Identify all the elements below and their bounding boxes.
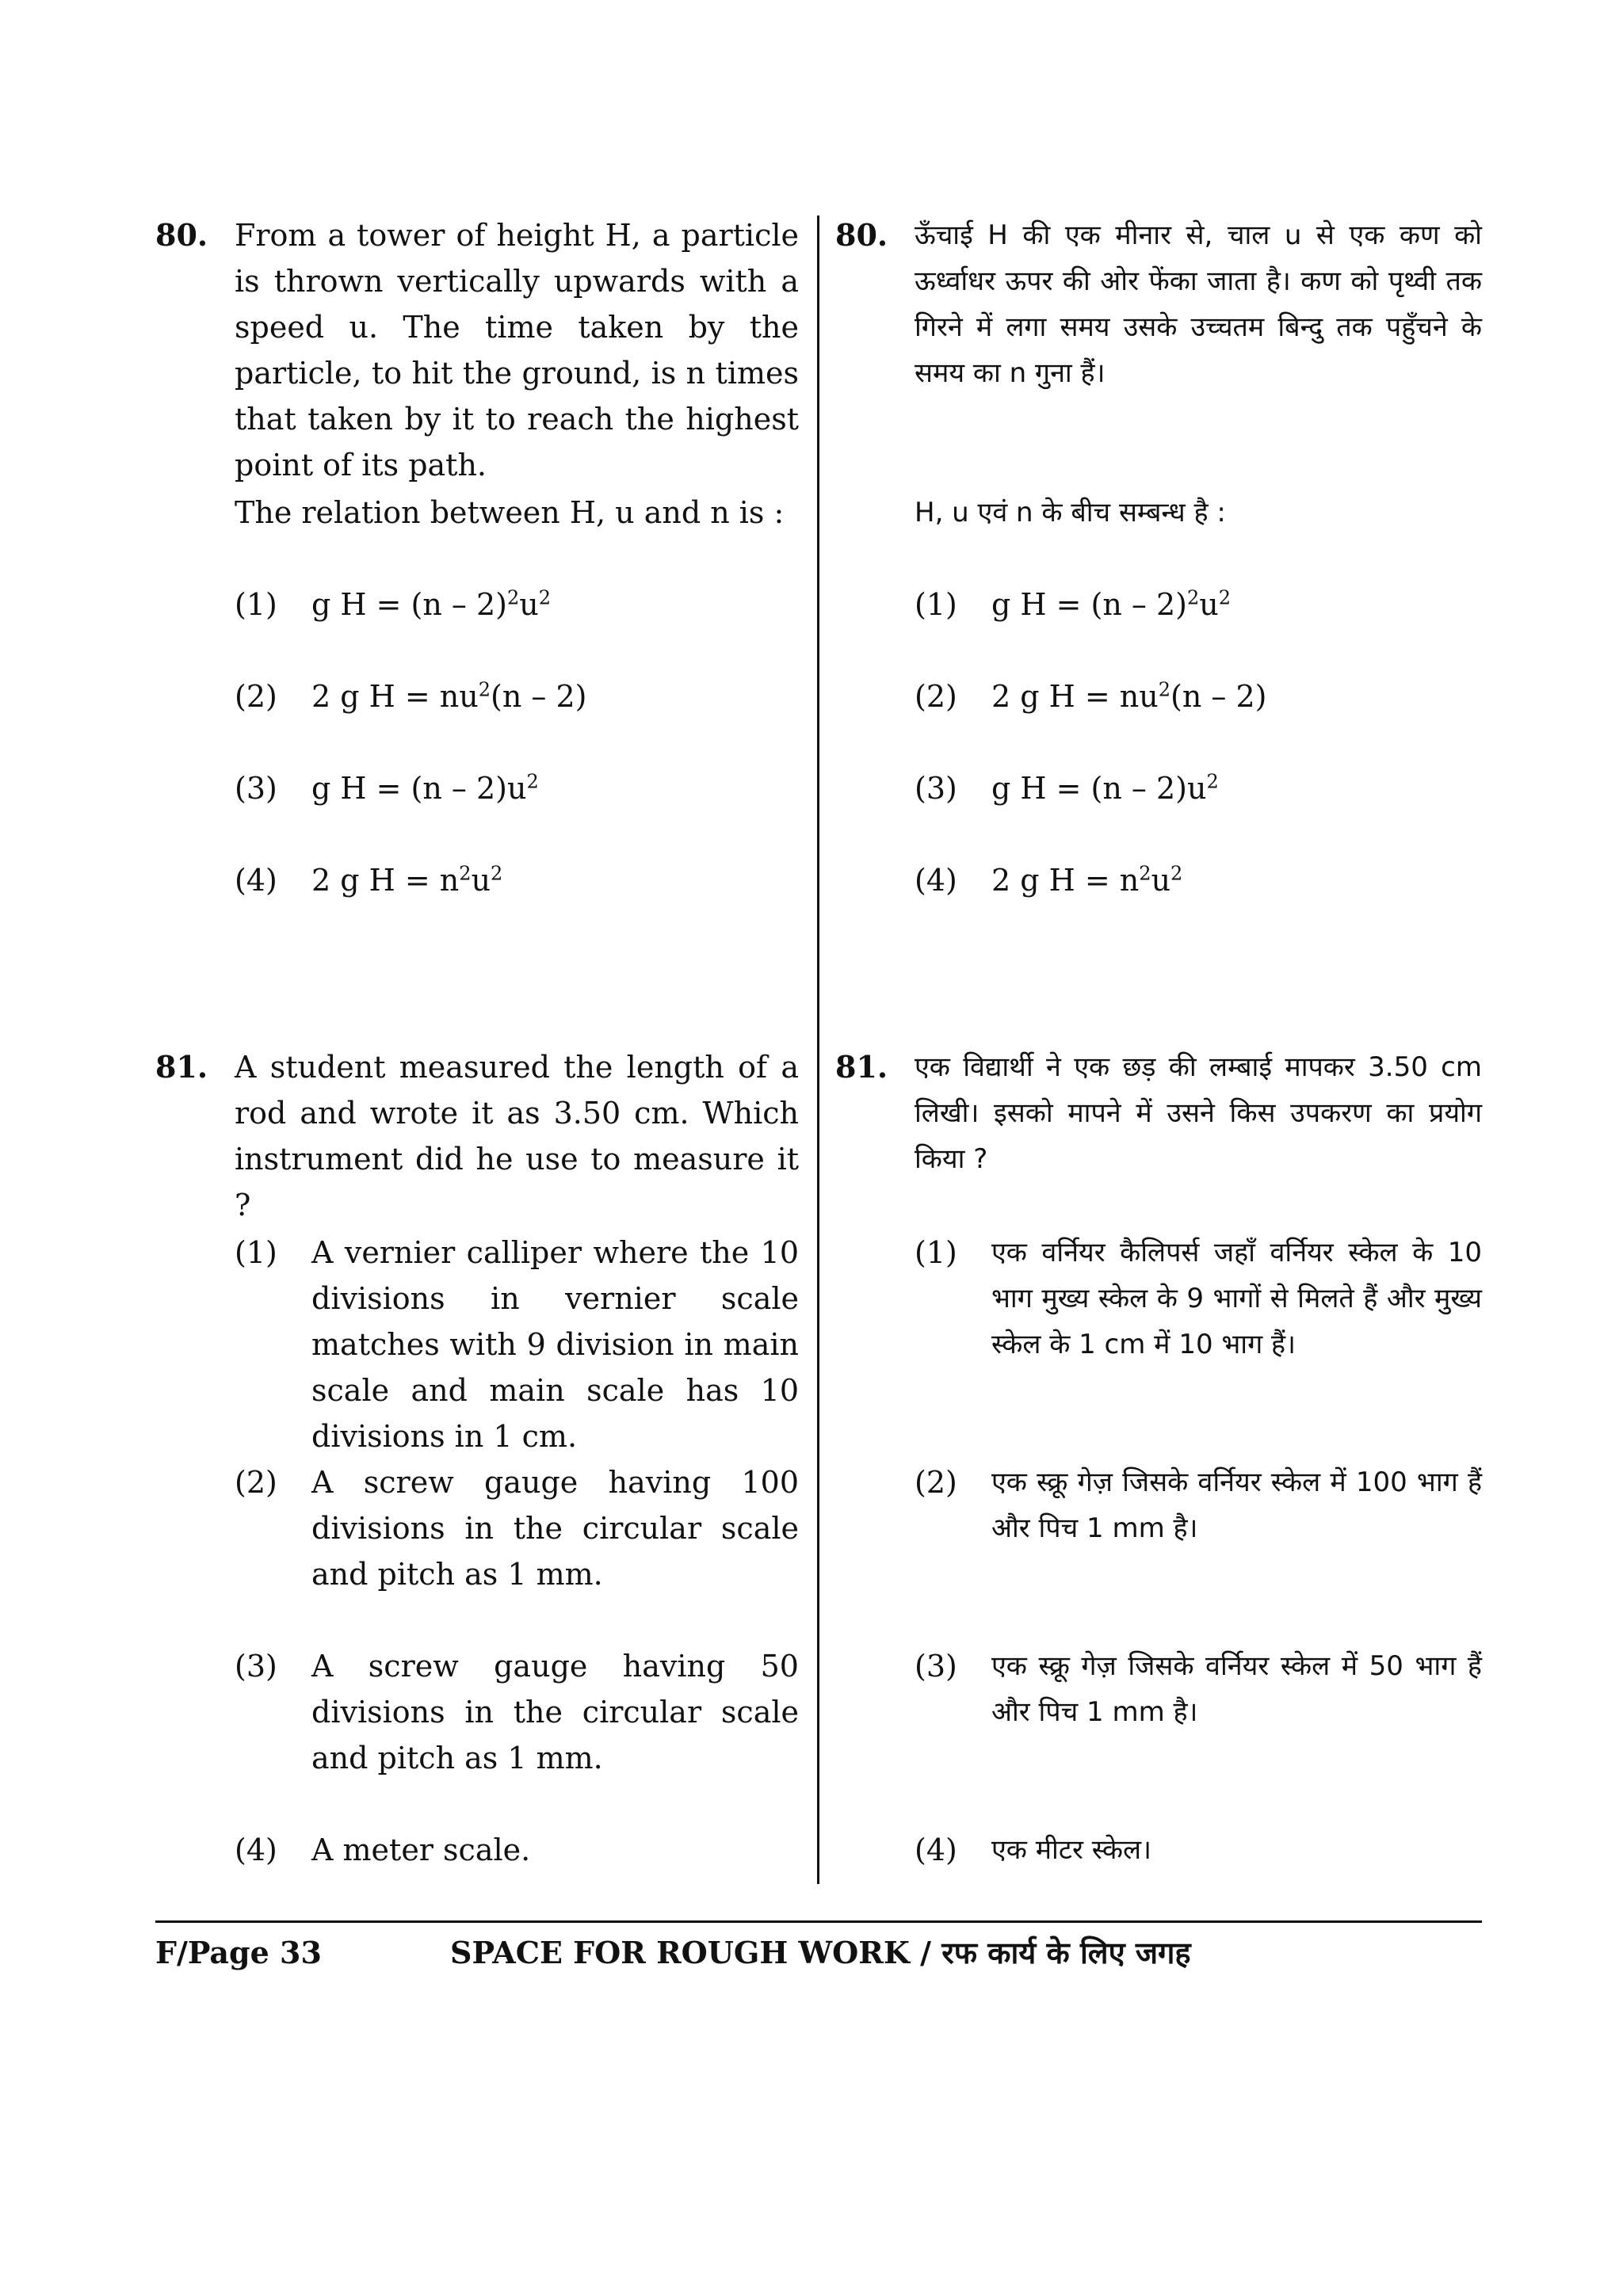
option-text: A vernier calliper where the 10 divisions in vernier scale matches with 9 division in main scale and main scale has 10 divisions in 1 cm.: [311, 1235, 799, 1454]
question-number: 80.: [835, 217, 888, 253]
option-text: 2 g $H = n^2u^2$: [311, 862, 503, 898]
option-number: (1): [915, 1235, 957, 1270]
option-text: 2 g $H = nu^2(n - 2)$: [311, 678, 587, 714]
option-number: (4): [235, 863, 277, 898]
question-relation: The relation between H, u and n is :: [235, 495, 785, 530]
rough-work-label: SPACE FOR ROUGH WORK / रफ कार्य के लिए जगह: [450, 1935, 1191, 1970]
option-text: g $H = (n - 2)^2u^2$: [991, 586, 1232, 622]
question-number: 81.: [835, 1049, 888, 1085]
option-number: (3): [915, 1649, 957, 1684]
option-text: एक स्क्रू गेज़ जिसके वर्नियर स्केल में 50 भाग हैं और पिच 1 mm है।: [991, 1650, 1482, 1728]
column-divider: [817, 215, 819, 1884]
option-text: एक स्क्रू गेज़ जिसके वर्नियर स्केल में 100 भाग हैं और पिच 1 mm है।: [991, 1466, 1482, 1544]
question-relation: H, u एवं n के बीच सम्बन्ध है :: [915, 497, 1226, 528]
question-text: A student measured the length of a rod and wrote it as 3.50 cm. Which instrument did he use to measure it ?: [235, 1050, 799, 1222]
option-text: g $H = (n - 2)u^2$: [991, 770, 1219, 806]
option-number: (4): [915, 863, 957, 898]
option-number: (1): [235, 587, 277, 622]
footer-rule: [155, 1920, 1482, 1923]
option-number: (1): [915, 587, 957, 622]
page-number: F/Page 33: [155, 1935, 322, 1970]
option-number: (2): [915, 679, 957, 714]
option-text: एक मीटर स्केल।: [991, 1834, 1151, 1866]
option-text: A meter scale.: [311, 1833, 531, 1867]
option-number: (3): [235, 1649, 277, 1684]
option-number: (1): [235, 1235, 277, 1270]
question-text: एक विद्यार्थी ने एक छड़ की लम्बाई मापकर 3.50 cm लिखी। इसको मापने में उसने किस उपकरण का प्रयोग किया ?: [915, 1051, 1482, 1175]
option-text: A screw gauge having 50 divisions in the circular scale and pitch as 1 mm.: [311, 1649, 799, 1775]
option-number: (3): [235, 771, 277, 806]
option-text: 2 g $H = n^2u^2$: [991, 862, 1183, 898]
option-text: एक वर्नियर कैलिपर्स जहाँ वर्नियर स्केल के 10 भाग मुख्य स्केल के 9 भागों से मिलते हैं और मुख्य स्केल के 1 cm में 10 भाग हैं।: [991, 1237, 1482, 1360]
question-text: ऊँचाई H की एक मीनार से, चाल u से एक कण को ऊर्ध्वाधर ऊपर की ओर फेंका जाता है। कण को पृथ्वी तक गिरने में लगा समय उसके उच्चतम बिन्दु तक पहुँचने के समय का n गुना हैं।: [915, 219, 1482, 389]
question-number: 80.: [155, 217, 208, 253]
option-text: 2 g $H = nu^2(n - 2)$: [991, 678, 1267, 714]
option-number: (3): [915, 771, 957, 806]
option-text: g $H = (n - 2)^2u^2$: [311, 586, 552, 622]
question-text: From a tower of height H, a particle is thrown vertically upwards with a speed u. The time taken by the particle, to hit the ground, is n times that taken by it to reach the highest point of its path.: [235, 218, 799, 482]
option-text: A screw gauge having 100 divisions in the circular scale and pitch as 1 mm.: [311, 1465, 799, 1592]
question-number: 81.: [155, 1049, 208, 1085]
option-number: (2): [915, 1465, 957, 1500]
option-text: g $H = (n - 2)u^2$: [311, 770, 539, 806]
option-number: (4): [915, 1833, 957, 1867]
option-number: (2): [235, 679, 277, 714]
option-number: (4): [235, 1833, 277, 1867]
option-number: (2): [235, 1465, 277, 1500]
